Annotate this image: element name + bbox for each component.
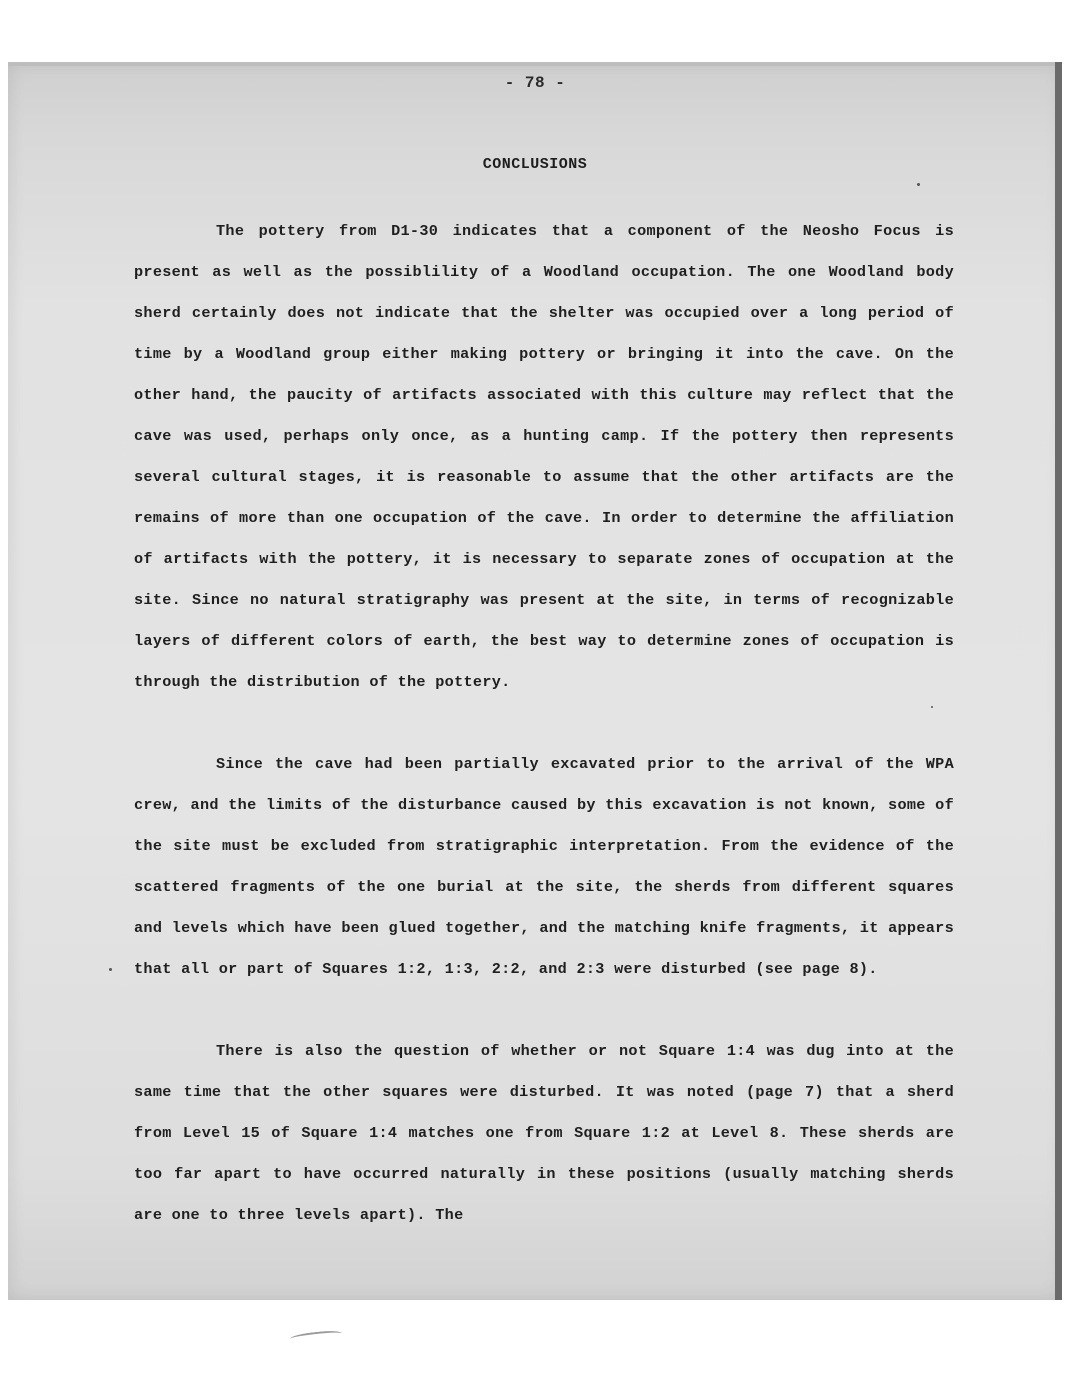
stray-pen-mark (290, 1329, 343, 1342)
paragraph-1-text: The pottery from D1-30 indicates that a component of the Neosho Focus is present as well as the possiblility of a Woodland occupation. The one Woodland body sherd certainly does not indicate that the shelter was occupied over a long period of time by a Woodland group either making pottery or bringing it into the cave. On the other hand, the paucity of artifacts associated with this culture may reflect that the cave was used, perhaps only once, as a hunting camp. If the pottery then represents several cultural stages, it is reasonable to assume that the other artifacts are the remains of more than one occupation of the cave. In order to determine the affiliation of artifacts with the pottery, it is necessary to separate zones of occupation at the site. Since no natural stratigraphy was present at the site, in terms of recognizable layers of different colors of earth, the best way to determine zones of occupation is through the distribution of the pottery. (134, 222, 954, 691)
scan-top-edge (8, 62, 1062, 66)
scan-right-edge (1055, 62, 1062, 1300)
section-heading: CONCLUSIONS (482, 156, 588, 173)
paragraph-3 (134, 1031, 954, 1236)
dust-speck (109, 968, 112, 971)
page-number: - 78 - (504, 74, 566, 92)
paragraph-3-text: There is also the question of whether or not Square 1:4 was dug into at the same time that the other squares were disturbed. It was noted (page 7) that a sherd from Level 15 of Square 1:4 matches one from Square 1:2 at Level 8. These sherds are too far apart to have occurred naturally in these positions (usually matching sherds are one to three levels apart). The (134, 1042, 954, 1224)
dust-speck (917, 183, 920, 186)
paragraph-2 (134, 744, 954, 990)
paragraph-2-text: Since the cave had been partially excavated prior to the arrival of the WPA crew, and the limits of the disturbance caused by this excavation is not known, some of the site must be excluded from stratigraphic interpretation. From the evidence of the scattered fragments of the one burial at the site, the sherds from different squares and levels which have been glued together, and the matching knife fragments, it appears that all or part of Squares 1:2, 1:3, 2:2, and 2:3 were disturbed (see page 8). (134, 755, 954, 978)
paragraph-1 (134, 211, 954, 703)
dust-speck (931, 706, 933, 708)
